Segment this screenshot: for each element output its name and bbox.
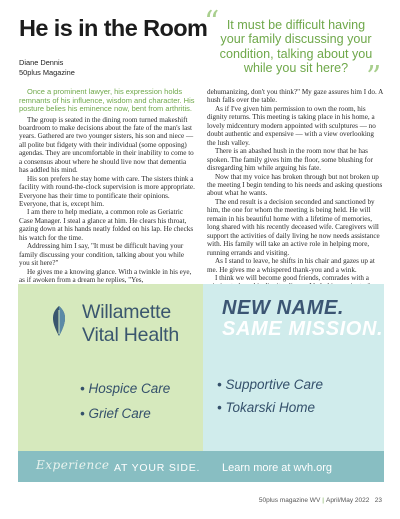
ad-service-item: • Tokarski Home [217,400,316,415]
body-paragraph: The end result is a decision seconded and sanctioned by him, the one for whom the meeting is being held. He will remain in his beautiful home with a lifetime of memories, long shared with his recently deceased wife. Caregivers will support the activities of daily living he now needs assistance with. His family will take an active role in helping more, running errands and visiting. [207,197,380,257]
body-paragraph: Now that my voice has broken through but not broken up the meeting I begin tending to his needs and asking questions about what he wants. [207,172,383,198]
body-paragraph: His son prefers he stay home with care. The sisters think a facility with round-the-clock supervision is more appropriate. Everyone has their time to pontificate their opinions. Everyone, that is, except him. [19,174,195,209]
ad-brand-line-1: Willamette [82,301,172,323]
article-column-2 [207,88,384,299]
ad-service-item: • Grief Care [80,406,151,421]
ad-tagline-script: Experience [36,458,110,472]
page-number: 23 [374,497,382,504]
article-title: He is in the Room [19,15,208,41]
ad-headline-same-mission: SAME MISSION. [222,318,384,340]
ad-tagline: AT YOUR SIDE. [114,462,201,474]
body-text: I think we will become good friends, comrades with a [215,273,369,282]
quote-close-icon: ” [366,60,382,95]
willamette-leaf-logo-icon [44,304,74,338]
publication-name: 50plus Magazine [19,68,75,77]
body-paragraph: Addressing him I say, "It must be difficult having your family discussing your condition, talking about you while you sit here?" [19,242,185,268]
pull-quote: It must be difficult having your family discussing your condition, talking about you while you sit here? [219,18,373,76]
body-paragraph: The group is seated in the dining room turned makeshift boardroom to make decisions about the fate of the man's last years. Gathered are two younger sisters, his son and niece — all polite but fidgety with their individual (some opposing) agendas. They are uncomfortable in their inability to come to a consensus about where he should live now that dementia has addled his mind. [19,115,194,175]
byline [19,58,75,78]
ad-cta-link[interactable]: Learn more at wvh.org [222,462,333,474]
quote-open-icon: “ [204,5,220,40]
ad-service-item: • Hospice Care [80,381,171,396]
page-footer: 50plus magazine WV | April/May 2022 23 [258,497,382,504]
ad-service-item: • Supportive Care [217,377,324,392]
body-paragraph: There is an abashed hush in the room now that he has spoken. The family gives him the floor, some blushing for disregarding him while arguing his fate. [207,147,373,173]
footer-publication: 50plus magazine WV [258,497,321,504]
body-paragraph: I am there to help mediate, a common role as Geriatric Case Manager. I steal a glance at him. He clears his throat, gazing down at his hands neatly folded on his lap. He checks his watch for the time. [19,208,194,242]
body-paragraph: As I stand to leave, he shifts in his chair and gazes up at me. He gives me a whispered thank-you and a wink. [207,257,375,274]
body-paragraph: dehumanizing, don't you think?" My gaze assures him I do. A hush falls over the table. [207,88,383,105]
advertisement[interactable] [18,284,384,482]
ad-headline-new-name: NEW NAME. [222,297,345,319]
ad-brand-line-2: Vital Health [82,324,179,346]
article-column-1 [19,88,196,285]
author-name: Diane Dennis [19,58,64,67]
body-paragraph: As if I've given him permission to own the room, his dignity returns. This meeting is taking place in his home, a lovely midcentury modern appointed with sculptures — no doubt authentic and expensive — with a view overlooking the lush valley. [207,104,376,147]
body-paragraph: He gives me a knowing glance. With a twinkle in his eye, as if awoken from a dream he replies, "Yes, [19,267,192,285]
footer-issue: April/May 2022 [325,497,370,504]
lede-paragraph: Once a prominent lawyer, his expression holds remnants of his influence, wisdom and character. His posture belies his eminence now, bent from arthritis. [19,87,195,113]
